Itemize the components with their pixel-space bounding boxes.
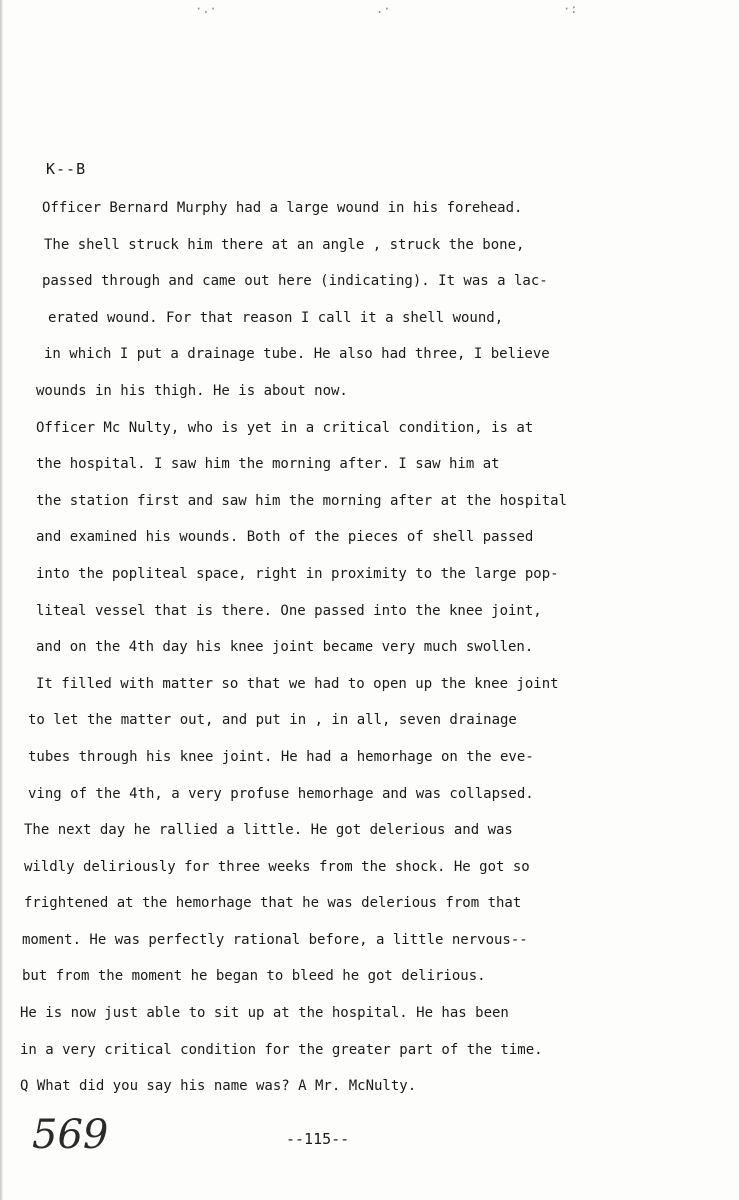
transcript-line: erated wound. For that reason I call it a shell wound, <box>48 309 504 326</box>
page-edge-shadow <box>0 0 3 1200</box>
transcript-line: Q What did you say his name was? A Mr. McNulty. <box>20 1078 417 1095</box>
transcript-body <box>18 190 718 1105</box>
transcript-line: It filled with matter so that we had to open up the knee joint <box>36 675 559 692</box>
transcript-line: wounds in his thigh. He is about now. <box>36 382 348 399</box>
transcript-line: the station first and saw him the morning after at the hospital <box>36 492 568 509</box>
handwritten-page-number: 569 <box>32 1112 109 1158</box>
transcript-line: ving of the 4th, a very profuse hemorhage and was collapsed. <box>28 785 534 802</box>
typed-page-number: --115-- <box>286 1130 350 1148</box>
scan-speck-mark: .· <box>376 2 391 16</box>
transcript-line: the hospital. I saw him the morning after. I saw him at <box>36 456 500 473</box>
transcript-line: The shell struck him there at an angle , struck the bone, <box>44 236 525 253</box>
transcript-line: but from the moment he began to bleed he got delirious. <box>22 968 486 985</box>
transcript-line: in which I put a drainage tube. He also had three, I believe <box>44 346 550 363</box>
transcript-line: wildly deliriously for three weeks from the shock. He got so <box>24 858 530 875</box>
transcript-line: passed through and came out here (indicating). It was a lac- <box>42 273 548 290</box>
transcript-line: Officer Bernard Murphy had a large wound in his forehead. <box>42 200 523 216</box>
transcript-line: He is now just able to sit up at the hospital. He has been <box>20 1005 509 1022</box>
transcript-line: The next day he rallied a little. He got delerious and was <box>24 822 513 839</box>
document-reference: K--B <box>46 160 87 178</box>
transcript-line: in a very critical condition for the greater part of the time. <box>20 1041 543 1058</box>
transcript-line: and examined his wounds. Both of the pieces of shell passed <box>36 529 534 546</box>
transcript-line: into the popliteal space, right in proximity to the large pop- <box>36 565 559 582</box>
transcript-line: Officer Mc Nulty, who is yet in a critical condition, is at <box>36 419 534 436</box>
transcript-line: and on the 4th day his knee joint became very much swollen. <box>36 639 534 656</box>
scan-speck-mark: ·: <box>563 2 578 16</box>
transcript-line: frightened at the hemorhage that he was delerious from that <box>24 895 522 912</box>
scan-speck-mark: ·.· <box>195 2 217 16</box>
transcript-line: liteal vessel that is there. One passed into the knee joint, <box>36 602 542 619</box>
transcript-line: tubes through his knee joint. He had a hemorhage on the eve- <box>28 748 534 765</box>
transcript-line: to let the matter out, and put in , in all, seven drainage <box>28 712 517 729</box>
transcript-line: moment. He was perfectly rational before, a little nervous-- <box>22 931 528 948</box>
